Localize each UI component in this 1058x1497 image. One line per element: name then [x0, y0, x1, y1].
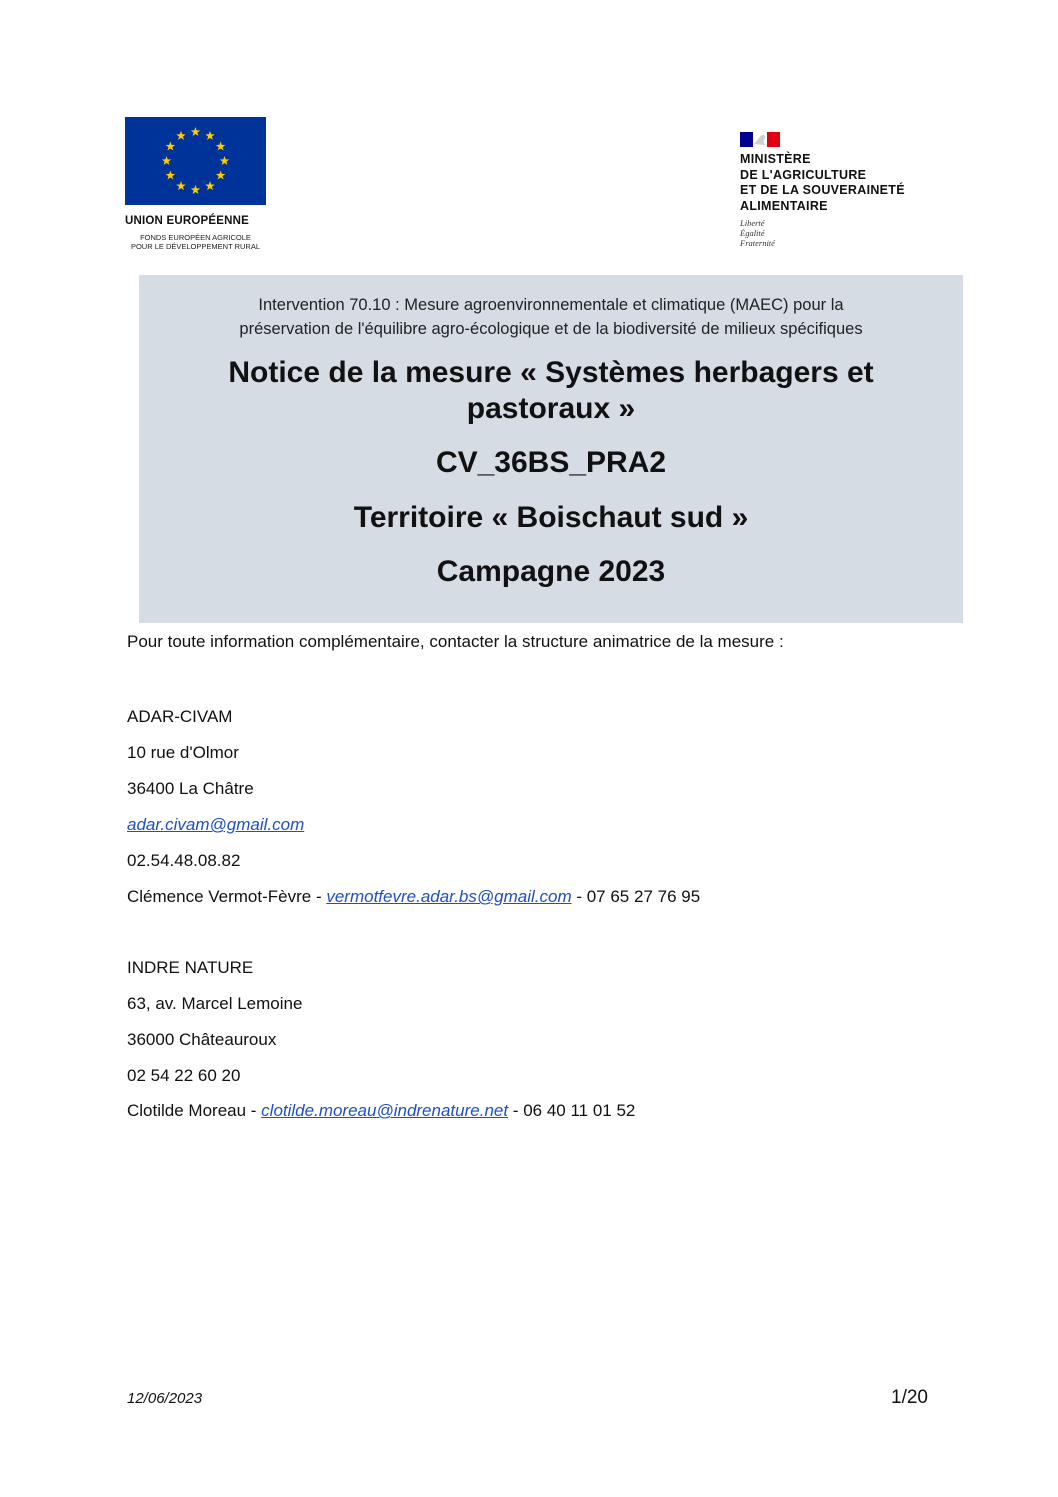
contact-name: INDRE NATURE	[127, 958, 254, 977]
ministry-logo	[740, 132, 960, 248]
title-box	[139, 275, 963, 623]
motto-line: Liberté	[740, 218, 765, 228]
contact-email-link[interactable]: adar.civam@gmail.com	[127, 815, 305, 834]
contact-name: ADAR-CIVAM	[127, 707, 233, 726]
motto-line: Fraternité	[740, 238, 775, 248]
contact-phone: 02 54 22 60 20	[127, 1066, 241, 1085]
contact-person-row	[127, 1101, 635, 1121]
title-line: pastoraux »	[466, 392, 636, 425]
contact-person-email-link[interactable]: clotilde.moreau@indrenature.net	[261, 1101, 509, 1120]
footer-date: 12/06/2023	[127, 1390, 203, 1407]
contact-person-email-link[interactable]: vermotfevre.adar.bs@gmail.com	[326, 887, 572, 906]
eu-flag-icon	[125, 117, 266, 205]
eu-title: UNION EUROPÉENNE	[125, 215, 249, 227]
eu-subtitle-line: POUR LE DÉVELOPPEMENT RURAL	[130, 242, 261, 251]
contact-person-name: Clémence Vermot-Fèvre	[127, 887, 312, 906]
contact-phone: 02.54.48.08.82	[127, 851, 241, 870]
contact-city: 36400 La Châtre	[127, 779, 254, 798]
intervention-text	[139, 293, 963, 341]
intervention-line: Intervention 70.10 : Mesure agroenvironnementale et climatique (MAEC) pour la	[258, 296, 844, 314]
contact-street: 10 rue d'Olmor	[127, 743, 239, 762]
separator: -	[508, 1101, 524, 1120]
ministry-line: ET DE LA SOUVERAINETÉ	[740, 183, 905, 197]
ministry-motto	[740, 218, 960, 248]
contact-person-phone: 06 40 11 01 52	[523, 1101, 636, 1120]
document-title	[139, 355, 963, 427]
title-line: Notice de la mesure « Systèmes herbagers et	[228, 356, 874, 389]
contact-person-phone: 07 65 27 76 95	[586, 887, 701, 906]
separator: -	[311, 887, 327, 906]
ministry-line: MINISTÈRE	[740, 152, 811, 166]
eu-logo	[125, 117, 266, 251]
separator: -	[246, 1101, 262, 1120]
contact-person-row	[127, 887, 700, 907]
contact-person-name: Clotilde Moreau	[127, 1101, 247, 1120]
page-number: 1/20	[891, 1387, 928, 1408]
separator: -	[571, 887, 587, 906]
measure-code: CV_36BS_PRA2	[435, 446, 667, 479]
contact-city: 36000 Châteauroux	[127, 1030, 277, 1049]
motto-line: Égalité	[740, 228, 765, 238]
contact-intro: Pour toute information complémentaire, contacter la structure animatrice de la mesure :	[127, 632, 784, 651]
territory-title: Territoire « Boischaut sud »	[353, 501, 749, 534]
ministry-name	[740, 152, 960, 214]
ministry-line: DE L'AGRICULTURE	[740, 167, 867, 182]
eu-subtitle-line: FONDS EUROPÉEN AGRICOLE	[140, 233, 251, 242]
marianne-icon	[740, 132, 780, 147]
campaign-title: Campagne 2023	[436, 555, 666, 588]
intervention-line: préservation de l'équilibre agro-écologique et de la biodiversité de milieux spécifiques	[239, 320, 863, 338]
contact-street: 63, av. Marcel Lemoine	[127, 994, 303, 1013]
contact-email-row	[127, 815, 304, 835]
ministry-line: ALIMENTAIRE	[740, 198, 828, 213]
eu-subtitle	[125, 233, 266, 251]
